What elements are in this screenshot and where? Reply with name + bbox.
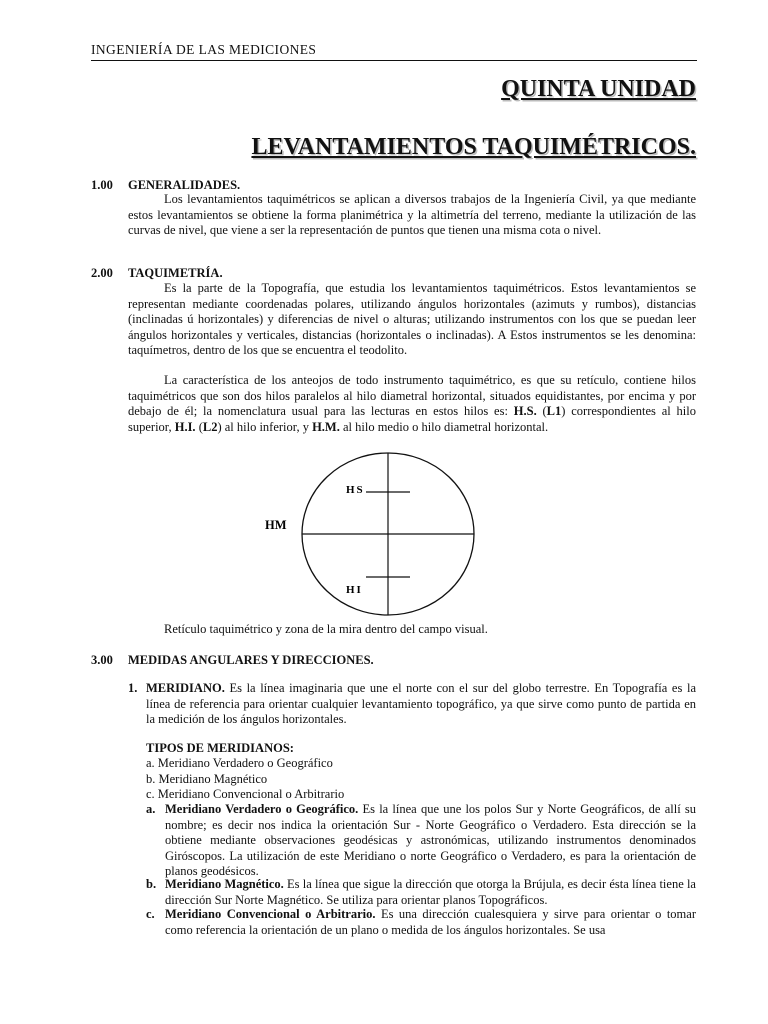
text-run: ) al hilo inferior, y — [217, 419, 313, 434]
section-heading-taquimetria — [91, 266, 223, 281]
text-run: La característica de los anteojos de todo instrumento taquimétrico, es que su retículo, contiene hilos taquimétricos que son dos hilos paralelos al hilo diametral horizontal, situados equidistantes, por encima y por debajo de él; la nomenclatura usual para las lecturas en estos hilos es: — [128, 373, 696, 419]
taquimetria-paragraph-1: Es la parte de la Topografía, que estudia los levantamientos taquimétricos. Estos levantamientos se representan mediante coordenadas polares, utilizando ángulos horizontales (azimuts y rumbos), distancias (inclinadas ú horizontales) y diferencias de nivel o alturas; utilizando instrumentos con los que se puedan leer ángulos horizontales y verticales, distancias (horizontales o inclinadas). A Estos instrumentos se les denomina: taquímetros, dentro de los que se encuentra el teodolito. — [128, 281, 696, 358]
section-number: 3.00 — [91, 653, 113, 667]
l2-abbrev: L2 — [202, 419, 218, 434]
hi-abbrev: H.I. — [174, 419, 196, 434]
text-run: ) correspondientes al hilo superior, — [128, 404, 697, 434]
meridiano-text: Es la línea imaginaria que une el norte con el sur del globo terrestre. En Topografía es la línea de referencia para orientar cualquier levantamiento topográfico, ya que sirve como punto de partida en la medición de los ángulos horizontales. — [146, 681, 696, 727]
diagram-caption: Retículo taquimétrico y zona de la mira dentro del campo visual. — [164, 622, 488, 636]
generalidades-paragraph: Los levantamientos taquimétricos se aplican a diversos trabajos de la Ingeniería Civil, ya que mediante estos levantamientos se obtiene la forma planimétrica y la altimetría del terreno, mediante la utilización de las curvas de nivel, que viene a ser la representación de puntos que tienen una misma cota o nivel. — [128, 192, 696, 238]
taquimetria-paragraph-2 — [128, 373, 696, 435]
hs-label: HS — [346, 484, 365, 496]
item-letter: a. — [146, 802, 156, 816]
tipos-list — [146, 756, 344, 803]
hm-abbrev: H.M. — [312, 419, 340, 434]
definition-body — [165, 907, 696, 938]
text-run: ( — [195, 419, 203, 434]
definition-term: Meridiano Verdadero o Geográfico. — [165, 802, 359, 816]
definition-body — [165, 802, 696, 880]
hm-label: HM — [265, 518, 287, 532]
section-title: GENERALIDADES. — [128, 178, 241, 192]
definition-text: Es la línea que une los polos Sur y Norte Geográficos, de allí su nombre; es decir nos indica la orientación Sur - Norte Geográfico o Verdadero. Esta dirección se la obtiene mediante observaciones geodésicas y astronómicas, utilizando instrumentos denominados Giróscopos. La utilización de este Meridiano o norte Geográfico o Verdadero, es para la orientación de planos geodésicos. — [165, 802, 696, 879]
meridiano-term: MERIDIANO. — [146, 681, 225, 695]
definition-body — [165, 877, 696, 908]
list-item: c. Meridiano Convencional o Arbitrario — [146, 787, 345, 802]
text-run: ( — [536, 404, 547, 419]
definition-text: Es una dirección cualesquiera y sirve para orientar o tomar como referencia la orientación de un plano o medida de los ángulos horizontales. Se usa — [165, 907, 696, 937]
tipos-heading: TIPOS DE MERIDIANOS: — [146, 741, 294, 755]
definition-convencional — [146, 907, 696, 938]
definition-verdadero — [146, 802, 696, 880]
section-title: MEDIDAS ANGULARES Y DIRECCIONES. — [128, 653, 374, 667]
hs-abbrev: H.S. — [513, 404, 537, 419]
unit-title: QUINTA UNIDAD — [501, 76, 696, 102]
definition-text: Es la línea que sigue la dirección que otorga la Brújula, es decir ésta línea tiene la dirección Sur Norte Magnético. Se utiliza para orientar planos Topográficos. — [165, 877, 696, 907]
running-header: INGENIERÍA DE LAS MEDICIONES — [91, 42, 697, 61]
section-heading-generalidades — [91, 178, 240, 193]
text-run: al hilo medio o hilo diametral horizontal. — [339, 419, 549, 434]
definition-magnetico — [146, 877, 696, 908]
list-item: a. Meridiano Verdadero o Geográfico — [146, 756, 333, 770]
definition-term: Meridiano Magnético. — [165, 877, 284, 891]
main-title: LEVANTAMIENTOS TAQUIMÉTRICOS. — [251, 134, 696, 160]
item-number: 1. — [128, 681, 138, 695]
reticle-diagram — [260, 450, 490, 618]
l1-abbrev: L1 — [546, 404, 562, 419]
meridiano-definition — [146, 681, 696, 728]
list-item: b. Meridiano Magnético — [146, 771, 268, 786]
hi-label: HI — [346, 584, 363, 596]
meridiano-item — [128, 681, 696, 728]
section-number: 1.00 — [91, 178, 113, 192]
section-heading-medidas — [91, 653, 374, 668]
item-letter: c. — [146, 907, 155, 921]
definition-term: Meridiano Convencional o Arbitrario. — [165, 907, 376, 921]
item-letter: b. — [146, 877, 157, 891]
section-number: 2.00 — [91, 266, 113, 280]
section-title: TAQUIMETRÍA. — [128, 266, 223, 280]
